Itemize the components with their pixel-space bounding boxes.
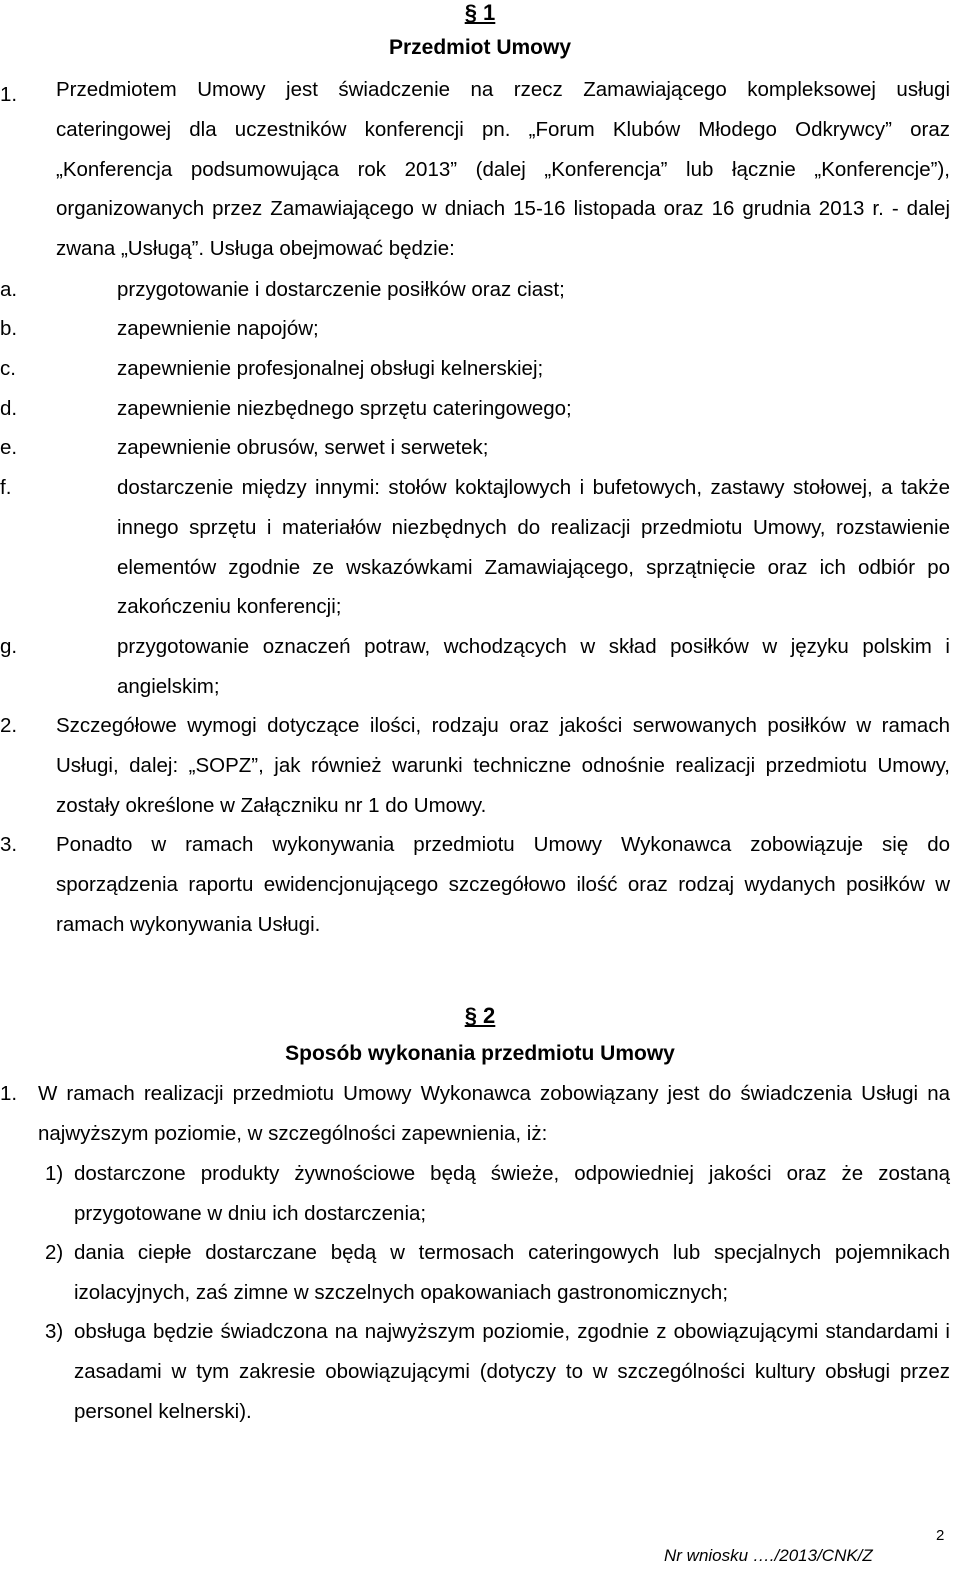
s1-item-e-text: zapewnienie obrusów, serwet i serwetek;	[117, 436, 489, 459]
s1-item-b-label: b.	[0, 317, 18, 340]
s2-item-1-text: dostarczone produkty żywnościowe będą świeże, odpowiedniej jakości oraz że zostaną przygotowane w dniu ich dostarczenia;	[74, 1162, 950, 1225]
s1-item-a-text: przygotowanie i dostarczenie posiłków oraz ciast;	[117, 278, 565, 301]
s2-item-1-label: 1)	[45, 1162, 64, 1185]
s2-item-2-label: 2)	[45, 1241, 64, 1264]
s1-item-g-label: g.	[0, 635, 18, 658]
s1-item-a-label: a.	[0, 278, 18, 301]
s1-item-c-text: zapewnienie profesjonalnej obsługi kelnerskiej;	[117, 357, 544, 380]
s1-p1-text: Przedmiotem Umowy jest świadczenie na rzecz Zamawiającego kompleksowej usługi cateringowej dla uczestników konferencji pn. „Forum Klubów Młodego Odkrywcy” oraz „Konferencja podsumowująca rok 2013” (dalej „Konferencja” lub łącznie „Konferencje”), organizowanych przez Zamawiającego w dniach 15-16 listopada oraz 16 grudnia 2013 r. - dalej zwana „Usługą”. Usługa obejmować będzie:	[56, 78, 950, 261]
section-2-mark: § 2	[464, 1003, 496, 1028]
footer-reference: Nr wniosku …./2013/CNK/Z	[664, 1546, 873, 1565]
section-1-mark: § 1	[464, 0, 496, 25]
s1-p3-number: 3.	[0, 833, 18, 856]
section-2-title: Sposób wykonania przedmiotu Umowy	[285, 1042, 675, 1065]
s1-item-d-text: zapewnienie niezbędnego sprzętu cateringowego;	[117, 397, 572, 420]
s2-item-3-label: 3)	[45, 1320, 64, 1343]
s1-item-g-text: przygotowanie oznaczeń potraw, wchodzących w skład posiłków w języku polskim i angielskim;	[117, 635, 950, 698]
s1-item-f-text: dostarczenie między innymi: stołów koktajlowych i bufetowych, zastawy stołowej, a także innego sprzętu i materiałów niezbędnych do realizacji przedmiotu Umowy, rozstawienie elementów zgodnie ze wskazówkami Zamawiającego, sprzątnięcie oraz ich odbiór po zakończeniu konferencji;	[117, 476, 950, 619]
section-1-title: Przedmiot Umowy	[388, 36, 572, 59]
s1-item-c-label: c.	[0, 357, 16, 380]
page-number: 2	[936, 1527, 945, 1544]
s2-p1-number: 1.	[0, 1082, 18, 1105]
s1-p2-text: Szczegółowe wymogi dotyczące ilości, rodzaju oraz jakości serwowanych posiłków w ramach Usługi, dalej: „SOPZ”, jak również warunki techniczne odnośnie realizacji przedmiotu Umowy, zostały określone w Załączniku nr 1 do Umowy.	[56, 714, 950, 817]
s1-p2-number: 2.	[0, 714, 18, 737]
s1-p1-number: 1.	[0, 83, 18, 106]
s2-item-2-text: dania ciepłe dostarczane będą w termosach cateringowych lub specjalnych pojemnikach izolacyjnych, zaś zimne w szczelnych opakowaniach gastronomicznych;	[74, 1241, 950, 1304]
s2-p1-text: W ramach realizacji przedmiotu Umowy Wykonawca zobowiązany jest do świadczenia Usługi na najwyższym poziomie, w szczególności zapewnienia, iż:	[38, 1082, 950, 1145]
s1-item-f-label: f.	[0, 476, 12, 499]
s2-item-3-text: obsługa będzie świadczona na najwyższym poziomie, zgodnie z obowiązującymi standardami i zasadami w tym zakresie obowiązującymi (dotyczy to w szczególności kultury obsługi przez personel kelnerski).	[74, 1320, 950, 1423]
s1-item-d-label: d.	[0, 397, 18, 420]
s1-p3-text: Ponadto w ramach wykonywania przedmiotu Umowy Wykonawca zobowiązuje się do sporządzenia raportu ewidencjonującego szczegółowo ilość oraz rodzaj wydanych posiłków w ramach wykonywania Usługi.	[56, 833, 950, 936]
s1-item-b-text: zapewnienie napojów;	[117, 317, 319, 340]
s1-item-e-label: e.	[0, 436, 18, 459]
